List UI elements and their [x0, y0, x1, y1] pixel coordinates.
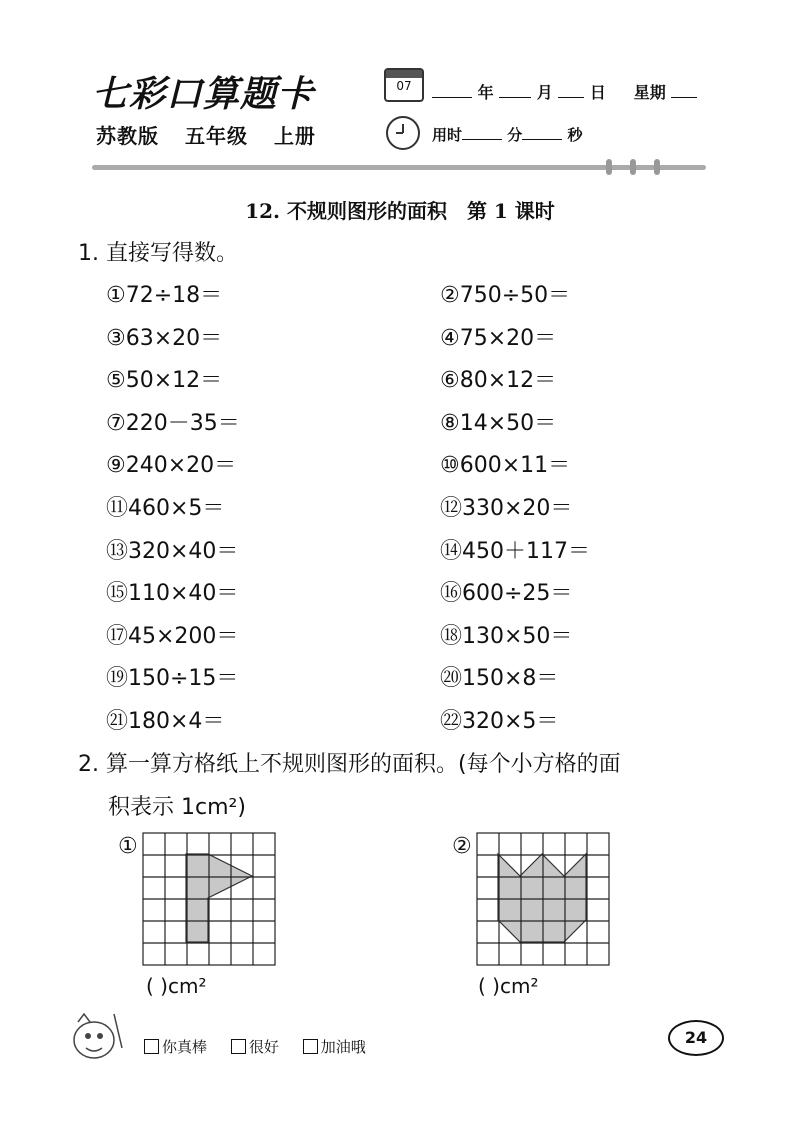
time-used-label: 用时: [432, 126, 463, 144]
calendar-icon: [384, 68, 424, 102]
q1-item: ⑳150×8＝: [440, 666, 559, 692]
q1-item: ⑤50×12＝: [106, 368, 223, 394]
irregular-shape-1: [186, 854, 252, 942]
rating-option-great[interactable]: 你真棒: [144, 1038, 207, 1056]
grid-figure-1: [142, 832, 276, 966]
q1-item: ⑱130×50＝: [440, 623, 573, 649]
q1-item: ③63×20＝: [106, 325, 223, 351]
rating-option-good[interactable]: 很好: [231, 1038, 279, 1056]
minute-label: 分: [507, 126, 523, 144]
q1-item: ①72÷18＝: [106, 283, 223, 308]
q1-title: 1. 直接写得数。: [78, 241, 238, 266]
q1-item: ⑬320×40＝: [106, 538, 239, 564]
lesson-title: 12. 不规则图形的面积 第 1 课时: [245, 199, 555, 223]
q1-item: ⑨240×20＝: [106, 453, 237, 479]
q1-item: ⑲150÷15＝: [106, 666, 239, 692]
q1-item: ⑮110×40＝: [106, 581, 239, 607]
grade: 五年级: [184, 124, 248, 148]
figure2-label: ②: [452, 834, 472, 859]
q1-item: ⑧14×50＝: [440, 410, 557, 436]
calendar-number: 07: [396, 79, 412, 93]
q2-title-line1: 2. 算一算方格纸上不规则图形的面积。(每个小方格的面: [78, 752, 621, 777]
second-label: 秒: [567, 126, 583, 144]
q1-item: ⑩600×11＝: [440, 453, 571, 479]
q1-item: ⑪460×5＝: [106, 496, 225, 521]
volume: 上册: [273, 124, 316, 148]
grid-figure-2: [476, 832, 610, 966]
header-divider: [92, 165, 706, 170]
edition: 苏教版: [96, 124, 159, 148]
cartoon-mascot-icon: [64, 1008, 130, 1068]
book-info: [96, 120, 334, 149]
answer-blank-2[interactable]: ( )cm²: [478, 974, 539, 998]
time-used-line: [432, 124, 583, 145]
q1-item: ⑦220－35＝: [106, 410, 240, 436]
weekday-label: 星期: [633, 83, 666, 102]
month-label: 月: [536, 83, 553, 102]
day-label: 日: [589, 83, 606, 102]
q1-item: ⑭450＋117＝: [440, 538, 590, 564]
page-number: 24: [668, 1020, 724, 1056]
footer-ratings: [144, 1036, 366, 1057]
q1-item: ④75×20＝: [440, 325, 557, 351]
q1-item: ②750÷50＝: [440, 283, 571, 308]
clock-icon: [386, 116, 420, 150]
answer-blank-1[interactable]: ( )cm²: [146, 974, 207, 998]
irregular-shape-2: [498, 854, 586, 942]
q1-item: ⑫330×20＝: [440, 496, 573, 521]
q1-item: ⑯600÷25＝: [440, 581, 573, 607]
q1-item: ㉑180×4＝: [106, 709, 225, 734]
figure1-label: ①: [118, 834, 138, 859]
date-line: [432, 80, 697, 103]
q1-item: ⑰45×200＝: [106, 623, 239, 649]
q2-title-line2: 积表示 1cm²): [108, 795, 246, 820]
q1-item: ⑥80×12＝: [440, 368, 557, 394]
year-label: 年: [477, 83, 494, 102]
brand-title: 七彩口算题卡: [92, 74, 315, 115]
rating-option-keep-going[interactable]: 加油哦: [303, 1038, 366, 1056]
q1-item: ㉒320×5＝: [440, 709, 559, 734]
